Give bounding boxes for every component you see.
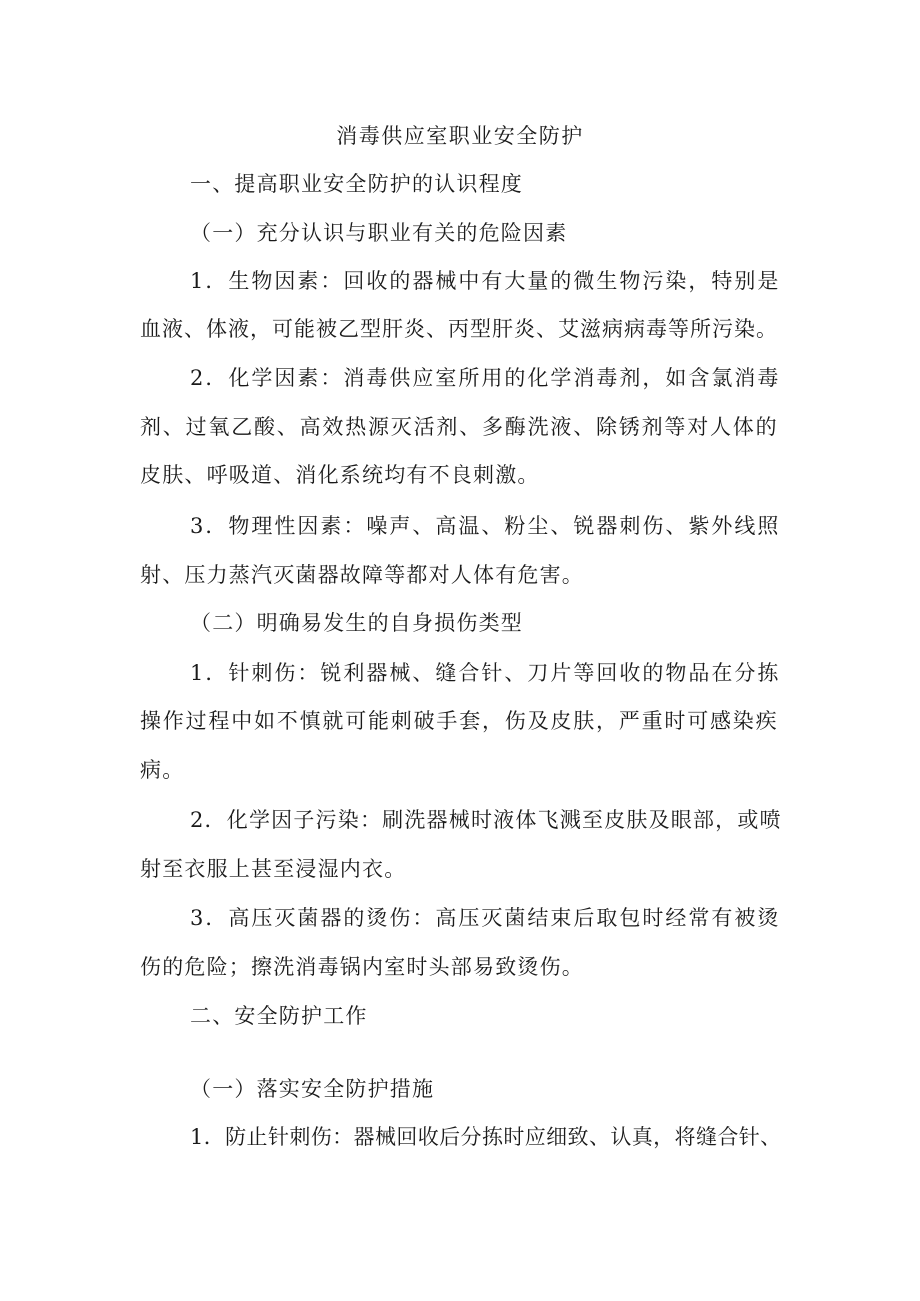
subsection-heading-1: （一）充分认识与职业有关的危险因素 [190,221,568,245]
paragraph-line: 1．防止针刺伤：器械回收后分拣时应细致、认真，将缝合针、 [190,1125,782,1149]
paragraph-line: 3．高压灭菌器的烫伤：高压灭菌结束后取包时经常有被烫 [190,906,781,930]
paragraph-line: 射、压力蒸汽灭菌器故障等都对人体有危害。 [140,563,584,587]
section-heading-2: 二、安全防护工作 [190,1004,368,1028]
paragraph-line: 2．化学因素：消毒供应室所用的化学消毒剂，如含氯消毒 [190,366,781,390]
subsection-heading-3: （一）落实安全防护措施 [190,1077,435,1101]
paragraph-line: 皮肤、呼吸道、消化系统均有不良刺激。 [140,463,540,487]
paragraph-line: 病。 [140,758,185,782]
paragraph-line: 剂、过氧乙酸、高效热源灭活剂、多酶洗液、除锈剂等对人体的 [140,415,779,439]
paragraph-line: 射至衣服上甚至浸湿内衣。 [140,857,407,881]
paragraph-line: 2．化学因子污染：刷洗器械时液体飞溅至皮肤及眼部，或喷 [190,808,782,832]
subsection-heading-2: （二）明确易发生的自身损伤类型 [190,611,523,635]
paragraph-line: 1．生物因素：回收的器械中有大量的微生物污染，特别是 [190,269,781,293]
paragraph-line: 1．针刺伤：锐利器械、缝合针、刀片等回收的物品在分拣 [190,661,781,685]
paragraph-line: 操作过程中如不慎就可能刺破手套，伤及皮肤，严重时可感染疾 [140,709,779,733]
document-title: 消毒供应室职业安全防护 [336,124,584,148]
section-heading-1: 一、提高职业安全防护的认识程度 [190,172,523,196]
paragraph-line: 血液、体液，可能被乙型肝炎、丙型肝炎、艾滋病病毒等所污染。 [140,317,778,341]
paragraph-line: 3．物理性因素：噪声、高温、粉尘、锐器刺伤、紫外线照 [190,514,781,538]
paragraph-line: 伤的危险；擦洗消毒锅内室时头部易致烫伤。 [140,955,584,979]
